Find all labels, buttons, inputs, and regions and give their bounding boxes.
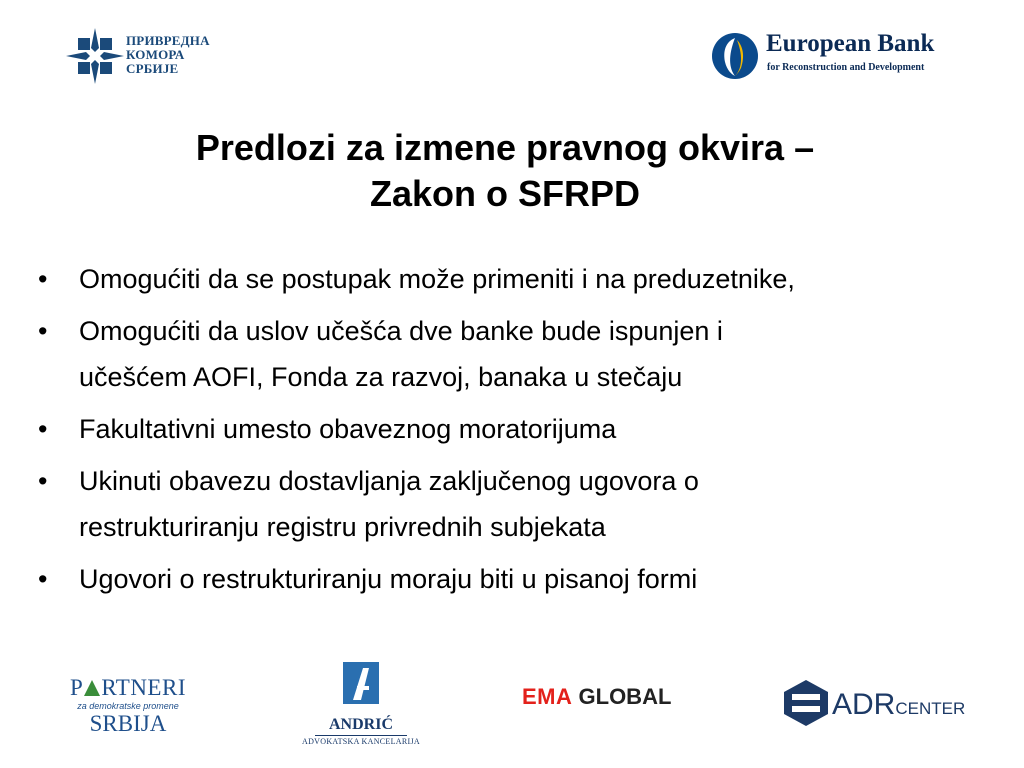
partneri-triangle-icon	[83, 679, 101, 697]
adr-name	[832, 688, 965, 722]
bullet-item	[38, 406, 1008, 452]
adr-emblem-icon	[784, 680, 828, 726]
ema-global-logo	[522, 684, 671, 710]
partneri-tagline: za demokratske promene	[77, 701, 179, 711]
bullet-text: Ugovori o restrukturiranju moraju biti u pisanoj formi	[79, 564, 698, 594]
partneri-name-part2: RTNERI	[101, 675, 186, 700]
bullet-dot-icon: •	[38, 564, 48, 594]
partneri-name	[58, 676, 198, 700]
andric-logo	[300, 662, 422, 754]
andric-subtitle: ADVOKATSKA KANCELARIJA	[302, 737, 420, 746]
pks-line-1: ПРИВРЕДНА	[126, 33, 210, 48]
bullet-dot-icon: •	[38, 316, 48, 346]
title-line-2: Zakon o SFRPD	[369, 173, 641, 214]
pks-emblem-icon	[66, 28, 124, 84]
slide-title	[100, 125, 910, 217]
ebrd-subtitle: for Reconstruction and Development	[767, 62, 925, 73]
adr-center-logo	[784, 680, 964, 728]
bullet-item	[38, 556, 1008, 602]
bullet-text: Omogućiti da se postupak može primeniti i na preduzetnike,	[79, 264, 795, 294]
andric-name: ANDRIĆ	[329, 716, 393, 733]
ebrd-emblem-icon	[711, 32, 759, 80]
bullet-list	[38, 256, 1008, 608]
bullet-dot-icon: •	[38, 264, 48, 294]
bullet-text: učešćem AOFI, Fonda za razvoj, banaka u stečaju	[79, 362, 683, 392]
ebrd-name: European Bank	[766, 30, 935, 57]
andric-emblem-icon	[343, 662, 379, 704]
bullet-item	[38, 256, 1008, 302]
pks-logo	[66, 26, 236, 86]
center-part: CENTER	[895, 699, 966, 718]
partneri-logo	[58, 676, 198, 746]
pks-line-3: СРБИЈЕ	[126, 61, 179, 76]
bullet-item	[38, 308, 1008, 400]
partneri-city: SRBIJA	[89, 711, 167, 736]
bullet-item	[38, 458, 1008, 550]
partneri-name-part1: P	[70, 675, 84, 700]
adr-part: ADR	[832, 688, 896, 721]
bullet-text: restrukturiranju registru privrednih subjekata	[79, 512, 606, 542]
bullet-text: Ukinuti obavezu dostavljanja zaključenog ugovora o	[79, 466, 699, 496]
bullet-dot-icon: •	[38, 414, 48, 444]
pks-line-2: КОМОРА	[126, 47, 185, 62]
ema-part: EMA	[522, 684, 573, 709]
bullet-text: Omogućiti da uslov učešća dve banke bude ispunjen i	[79, 316, 723, 346]
title-line-1: Predlozi za izmene pravnog okvira –	[195, 127, 815, 168]
global-part: GLOBAL	[578, 684, 672, 709]
pks-name	[126, 34, 210, 76]
bullet-text: Fakultativni umesto obaveznog moratorijuma	[79, 414, 617, 444]
ebrd-logo	[711, 30, 971, 82]
bullet-dot-icon: •	[38, 466, 48, 496]
